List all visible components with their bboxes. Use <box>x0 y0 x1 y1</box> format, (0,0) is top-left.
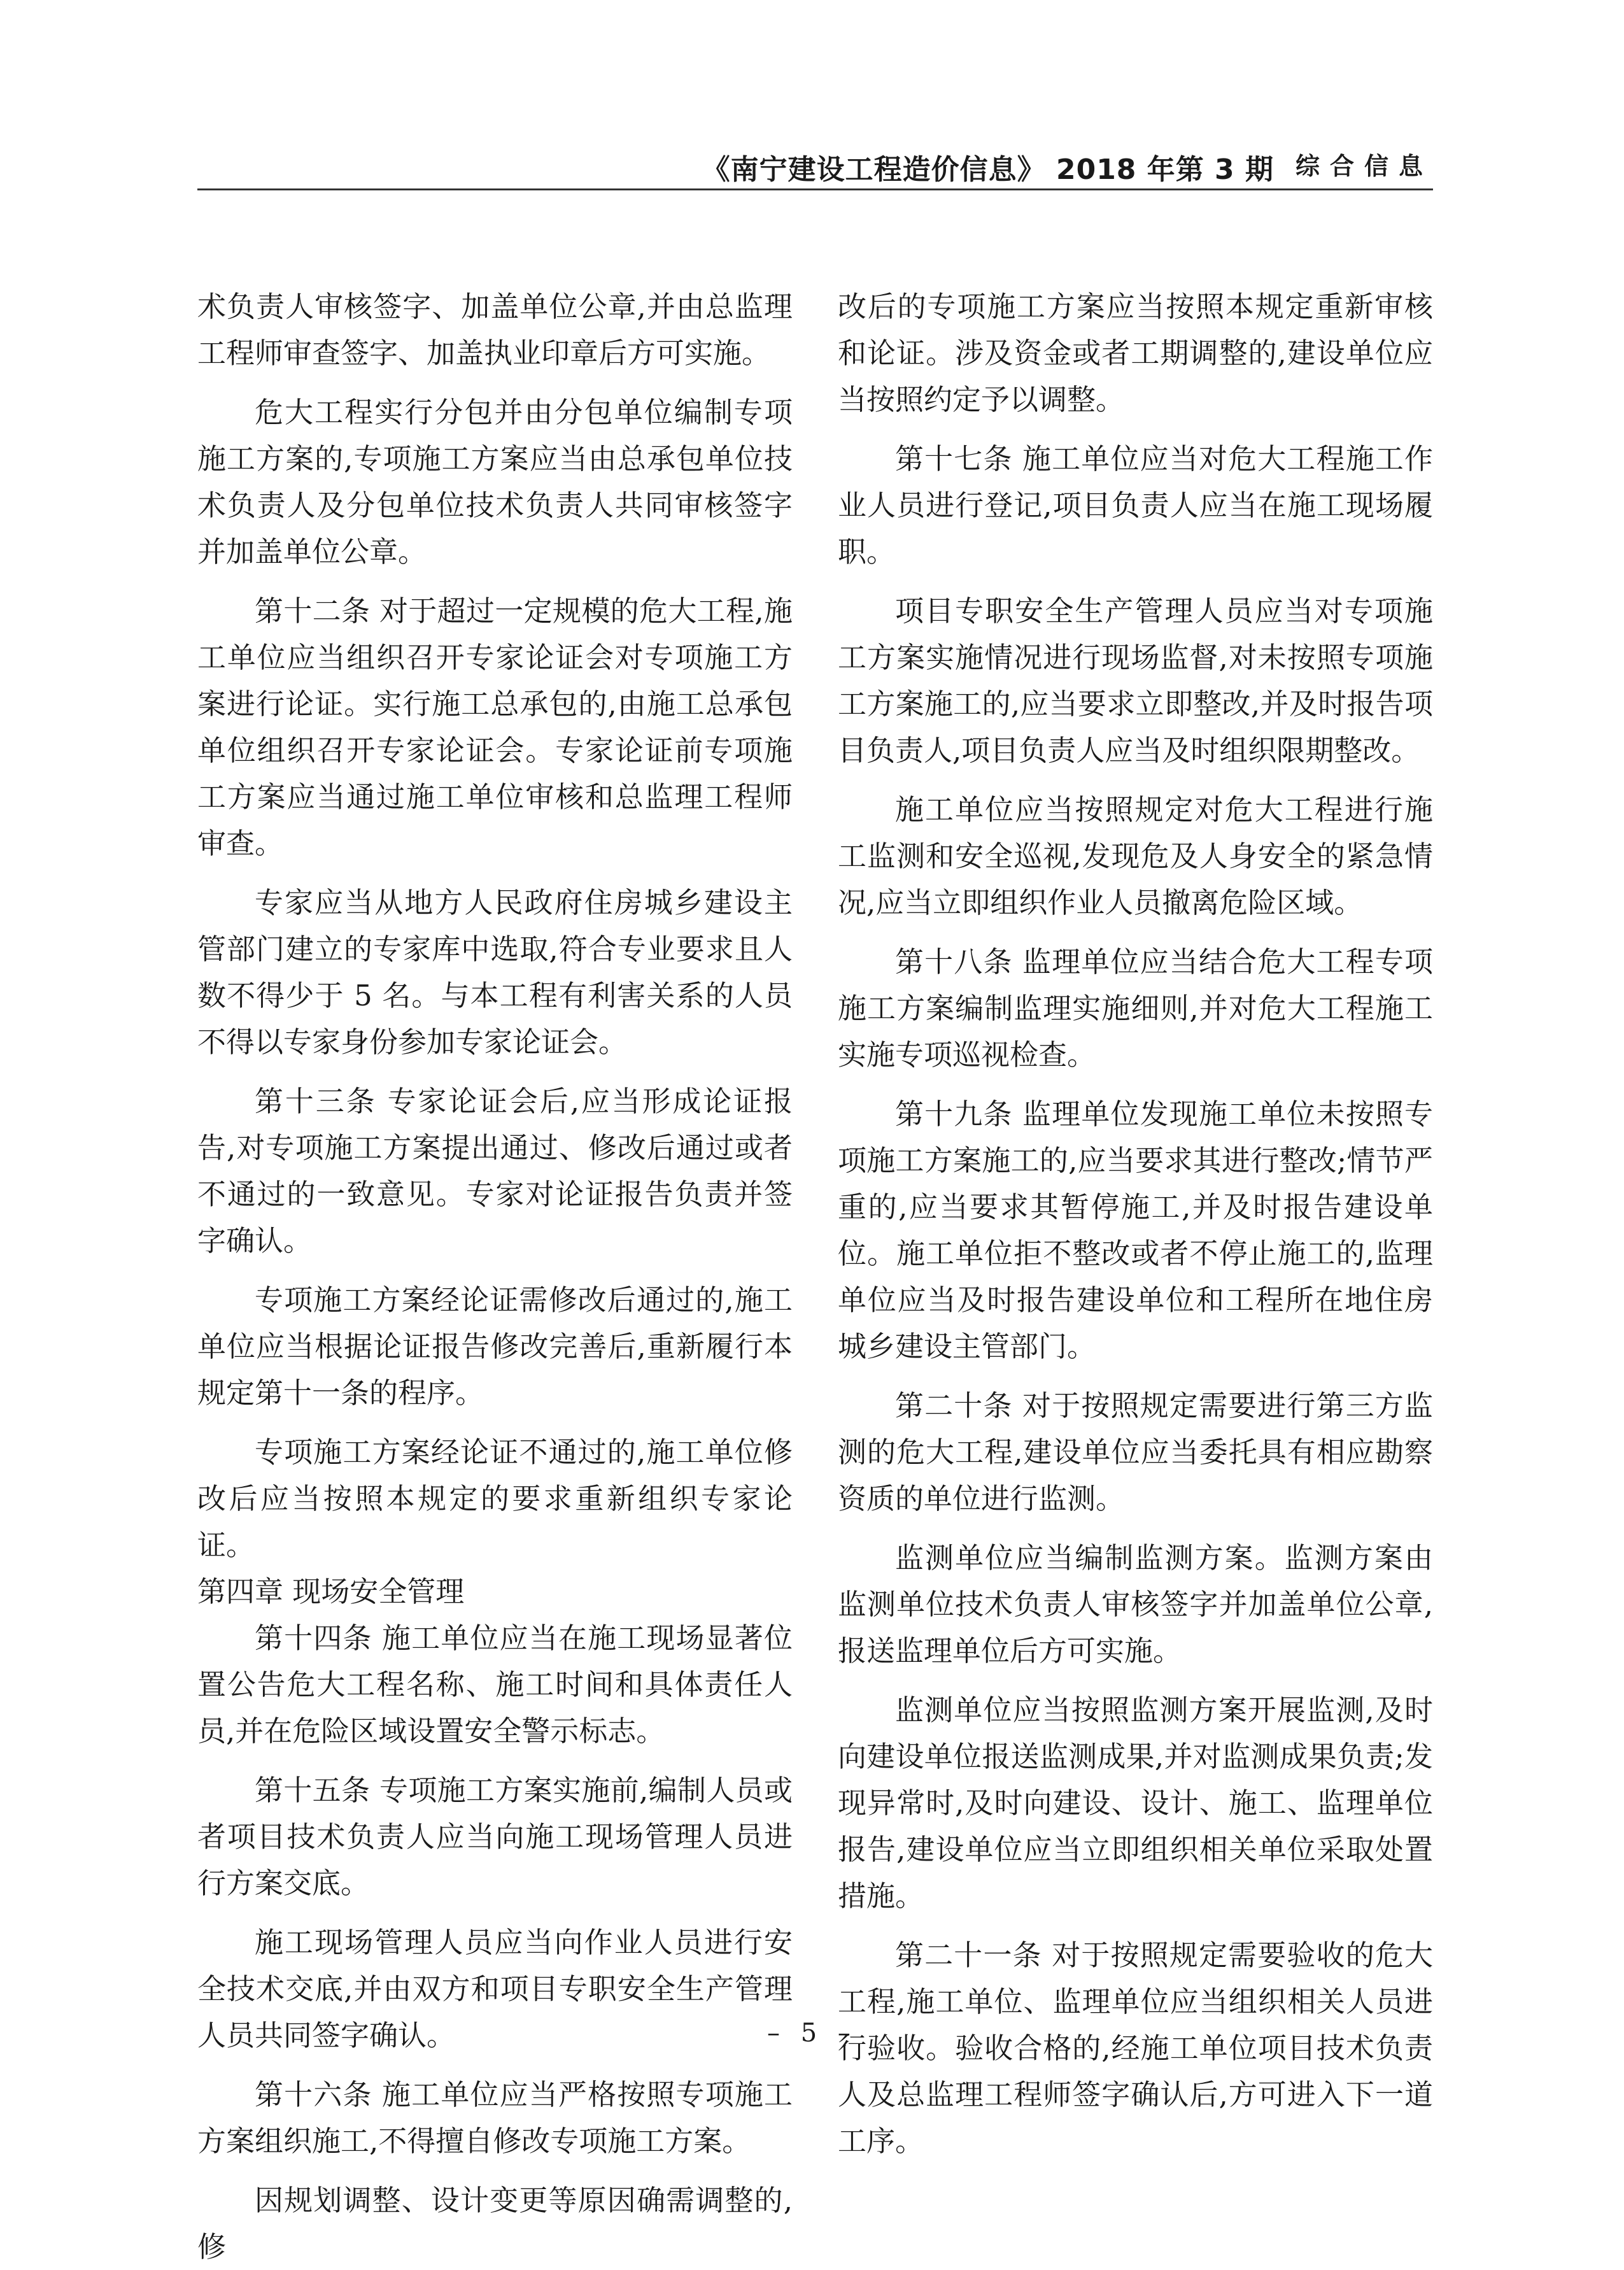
paragraph: 项目专职安全生产管理人员应当对专项施工方案实施情况进行现场监督,对未按照专项施工方案施工的,应当要求立即整改,并及时报告项目负责人,项目负责人应当及时组织限期整改。 <box>838 594 1433 767</box>
section-name: 综合信息 <box>1295 152 1433 180</box>
paragraph: 第十二条 对于超过一定规模的危大工程,施工单位应当组织召开专家论证会对专项施工方案进行论证。实行施工总承包的,由施工总承包单位组织召开专家论证会。专家论证前专项施工方案应当通过施工单位审核和总监理工程师审查。 <box>197 594 793 860</box>
paragraph: 专项施工方案经论证需修改后通过的,施工单位应当根据论证报告修改完善后,重新履行本规定第十一条的程序。 <box>197 1283 793 1410</box>
paragraph: 第二十条 对于按照规定需要进行第三方监测的危大工程,建设单位应当委托具有相应勘察资质的单位进行监测。 <box>838 1389 1433 1515</box>
paragraph: 第十三条 专家论证会后,应当形成论证报告,对专项施工方案提出通过、修改后通过或者不通过的一致意见。专家对论证报告负责并签字确认。 <box>197 1084 793 1258</box>
paragraph: 第十九条 监理单位发现施工单位未按照专项施工方案施工的,应当要求其进行整改;情节严重的,应当要求其暂停施工,并及时报告建设单位。施工单位拒不整改或者不停止施工的,监理单位应当及时报告建设单位和工程所在地住房城乡建设主管部门。 <box>838 1097 1433 1363</box>
page-header <box>197 144 1433 190</box>
paragraph: 施工现场管理人员应当向作业人员进行安全技术交底,并由双方和项目专职安全生产管理人员共同签字确认。 <box>197 1926 793 2052</box>
paragraph: 监测单位应当按照监测方案开展监测,及时向建设单位报送监测成果,并对监测成果负责;发现异常时,及时向建设、设计、施工、监理单位报告,建设单位应当立即组织相关单位采取处置措施。 <box>838 1693 1433 1913</box>
paragraph: 第十五条 专项施工方案实施前,编制人员或者项目技术负责人应当向施工现场管理人员进行方案交底。 <box>197 1773 793 1900</box>
paragraph: 改后的专项施工方案应当按照本规定重新审核和论证。涉及资金或者工期调整的,建设单位应当按照约定予以调整。 <box>838 290 1433 416</box>
paragraph: 因规划调整、设计变更等原因确需调整的,修 <box>197 2183 793 2264</box>
paragraph: 第二十一条 对于按照规定需要验收的危大工程,施工单位、监理单位应当组织相关人员进行验收。验收合格的,经施工单位项目技术负责人及总监理工程师签字确认后,方可进入下一道工序。 <box>838 1938 1433 2158</box>
paragraph: 专家应当从地方人民政府住房城乡建设主管部门建立的专家库中选取,符合专业要求且人数不得少于 5 名。与本工程有利害关系的人员不得以专家身份参加专家论证会。 <box>197 886 793 1059</box>
paragraph: 第十七条 施工单位应当对危大工程施工作业人员进行登记,项目负责人应当在施工现场履职。 <box>838 442 1433 569</box>
paragraph: 第十八条 监理单位应当结合危大工程专项施工方案编制监理实施细则,并对危大工程施工实施专项巡视检查。 <box>838 945 1433 1072</box>
page-number: – 5 – <box>767 2018 857 2048</box>
paragraph: 术负责人审核签字、加盖单位公章,并由总监理工程师审查签字、加盖执业印章后方可实施。 <box>197 290 793 370</box>
chapter-heading: 第四章 现场安全管理 <box>197 1575 465 1608</box>
paragraph: 第十四条 施工单位应当在施工现场显著位置公告危大工程名称、施工时间和具体责任人员,并在危险区域设置安全警示标志。 <box>197 1621 793 1748</box>
left-column <box>197 283 793 2270</box>
paragraph: 监测单位应当编制监测方案。监测方案由监测单位技术负责人审核签字并加盖单位公章,报送监理单位后方可实施。 <box>838 1541 1433 1668</box>
paragraph: 危大工程实行分包并由分包单位编制专项施工方案的,专项施工方案应当由总承包单位技术负责人及分包单位技术负责人共同审核签字并加盖单位公章。 <box>197 395 793 569</box>
paragraph: 施工单位应当按照规定对危大工程进行施工监测和安全巡视,发现危及人身安全的紧急情况,应当立即组织作业人员撤离危险区域。 <box>838 793 1433 919</box>
paragraph: 专项施工方案经论证不通过的,施工单位修改后应当按照本规定的要求重新组织专家论证。 <box>197 1435 793 1562</box>
journal-title: 《南宁建设工程造价信息》 2018 年第 3 期 <box>702 153 1274 186</box>
right-column <box>838 283 1433 2164</box>
paragraph: 第十六条 施工单位应当严格按照专项施工方案组织施工,不得擅自修改专项施工方案。 <box>197 2078 793 2158</box>
